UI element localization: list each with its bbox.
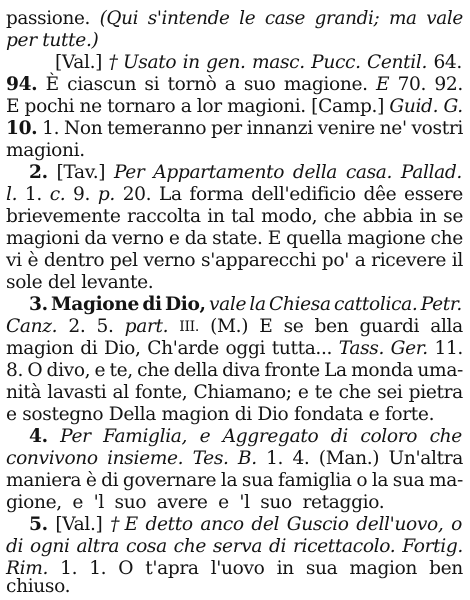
word: oggi	[225, 338, 266, 359]
word: chiuso.	[6, 576, 71, 597]
word: di	[142, 294, 162, 315]
word: che	[338, 382, 371, 403]
word: dell'edificio	[251, 184, 356, 205]
word: venire	[317, 118, 375, 139]
word: ma-	[429, 470, 463, 491]
word: 1.	[60, 558, 78, 579]
word: di	[268, 536, 287, 557]
word: Non	[63, 118, 103, 139]
word: magion	[6, 338, 74, 359]
word: 5.	[96, 316, 114, 337]
word: 11.	[434, 338, 463, 359]
word: anco	[200, 514, 244, 535]
word: e	[72, 492, 84, 513]
word: Dio,	[104, 338, 141, 359]
word: innanzi	[246, 118, 313, 139]
word: È	[45, 74, 59, 95]
word: [Tav.]	[56, 162, 106, 183]
word: 1.	[89, 558, 107, 579]
word: ricettacolo.	[292, 536, 396, 557]
word: 70.	[397, 74, 427, 95]
word: gione,	[6, 492, 62, 513]
word: cosa	[126, 536, 167, 557]
word: fonte,	[135, 382, 188, 403]
word: magione.	[283, 74, 368, 95]
word: La	[158, 184, 182, 205]
word: [Val.]	[55, 52, 103, 73]
word: cattolica.	[334, 294, 418, 315]
word: Magione	[51, 294, 140, 315]
word: la	[220, 470, 238, 491]
word: altra	[76, 536, 120, 557]
word: si	[144, 74, 160, 95]
word: di	[101, 470, 119, 491]
word: Aggregato	[222, 426, 319, 447]
word: state.	[212, 228, 263, 249]
word: 10.	[6, 118, 38, 139]
word: a	[354, 250, 366, 271]
word: dêe	[363, 184, 397, 205]
word: s'apparecchi	[201, 250, 317, 271]
word: 92.	[434, 74, 463, 95]
word: sua	[305, 558, 338, 579]
word: Chiesa	[269, 294, 331, 315]
word: e	[168, 228, 180, 249]
word: divo,	[46, 360, 91, 381]
word: famiglia	[278, 470, 352, 491]
word: te	[314, 382, 333, 403]
word: 2.	[68, 316, 86, 337]
word: in	[419, 206, 437, 227]
word: 5.	[29, 514, 48, 535]
word: o	[356, 470, 368, 491]
word: governare	[122, 470, 217, 491]
word: passione.	[6, 8, 90, 29]
word: il	[451, 250, 463, 271]
word: abbia	[362, 206, 413, 227]
word: fronte	[264, 360, 320, 381]
word: 4.	[292, 448, 310, 469]
word: casa.	[345, 162, 393, 183]
word: per tutte.)	[6, 30, 99, 51]
word: B.	[237, 448, 257, 469]
word: e	[297, 382, 309, 403]
word: in	[276, 558, 294, 579]
word: del	[251, 514, 280, 535]
word: Per	[60, 426, 91, 447]
word: magione	[347, 228, 426, 249]
word: sei	[377, 382, 403, 403]
word: pietra	[408, 382, 463, 403]
word: G.	[443, 96, 463, 117]
word: modo,	[261, 206, 318, 227]
word: coloro	[360, 426, 418, 447]
word: E	[6, 96, 20, 117]
word: dentro	[43, 250, 105, 271]
word: essere	[404, 184, 463, 205]
word: [Val.]	[55, 514, 103, 535]
word: part.	[124, 316, 169, 337]
word: Fortig.	[402, 536, 463, 557]
word: 9.	[73, 184, 91, 205]
word: Dio,	[164, 294, 206, 315]
word: Ger.	[390, 338, 428, 359]
word: raccolta	[127, 206, 201, 227]
word: in	[182, 52, 200, 73]
word: in	[207, 206, 225, 227]
word: magioni	[6, 228, 80, 249]
word: a	[224, 74, 236, 95]
word: † E	[110, 514, 138, 535]
word: avere	[156, 492, 208, 513]
word: vi	[6, 250, 22, 271]
word: Rim.	[6, 558, 49, 579]
word: vale	[208, 294, 247, 315]
word: ricevere	[371, 250, 447, 271]
word: tal	[231, 206, 255, 227]
word: Chiamano;	[193, 382, 292, 403]
word: masc.	[251, 52, 305, 73]
word: lor	[196, 96, 222, 117]
word: pochi	[24, 96, 75, 117]
word: III.	[179, 319, 199, 335]
word: per	[211, 118, 242, 139]
word: è	[85, 470, 97, 491]
word: della	[173, 360, 218, 381]
word: della	[292, 162, 338, 183]
word: vostri	[411, 118, 463, 139]
word: di	[6, 536, 24, 557]
word: verno	[143, 250, 196, 271]
word: c.	[49, 184, 66, 205]
word: che	[173, 536, 207, 557]
word: a	[180, 96, 192, 117]
word: da	[184, 228, 207, 249]
word: serva	[212, 536, 263, 557]
word: l'uovo	[210, 558, 265, 579]
word: e	[218, 492, 229, 513]
word: Famiglia,	[103, 426, 188, 447]
word: E	[267, 228, 281, 249]
word: che	[137, 360, 170, 381]
word: Guid.	[389, 96, 439, 117]
word: Pallad.	[400, 162, 462, 183]
word: O	[118, 558, 134, 579]
word: t'apra	[145, 558, 199, 579]
word: sua	[392, 470, 425, 491]
word: che	[323, 206, 357, 227]
word: maniera	[6, 470, 82, 491]
word: (M.)	[210, 316, 249, 337]
word: case	[264, 8, 306, 29]
word: magion	[349, 558, 418, 579]
word: che	[430, 228, 463, 249]
word: Petr.	[420, 294, 462, 315]
word: suo	[114, 492, 147, 513]
word: Canz.	[6, 316, 58, 337]
word: O	[27, 360, 43, 381]
word: 2.	[29, 162, 48, 183]
word: Pucc.	[311, 52, 361, 73]
word: 8.	[6, 360, 24, 381]
word: ben	[314, 316, 349, 337]
word: e	[199, 426, 211, 447]
word: verno	[111, 228, 164, 249]
word: p.	[97, 184, 115, 205]
word: sole del levante.	[6, 272, 154, 293]
word: [Camp.]	[311, 96, 384, 117]
word: Per	[113, 162, 145, 183]
word: brievemente	[6, 206, 121, 227]
word: al	[112, 382, 129, 403]
word: monda	[351, 360, 414, 381]
word: ciascun	[67, 74, 137, 95]
word: s'intende	[147, 8, 230, 29]
word: Appartamento	[153, 162, 285, 183]
word: E	[259, 316, 273, 337]
word: magioni.	[6, 140, 85, 161]
word: e sostegno Della magion di Dio fondata e forte.	[6, 404, 435, 425]
word: 94.	[6, 74, 38, 95]
word: sua	[241, 470, 274, 491]
word: ne	[79, 96, 102, 117]
word: di	[330, 426, 348, 447]
word: suo	[260, 492, 292, 513]
word: La	[324, 360, 347, 381]
word: o	[451, 514, 462, 535]
word: vale	[426, 8, 463, 29]
word: nità	[6, 382, 42, 403]
word: l.	[6, 184, 18, 205]
word: alla	[430, 316, 463, 337]
word: guardi	[359, 316, 420, 337]
word: 1.	[42, 118, 60, 139]
word: (Qui	[99, 8, 139, 29]
word: grandi;	[314, 8, 380, 29]
word: 'l	[239, 492, 250, 513]
word: suo	[243, 74, 276, 95]
word: Ch'arde	[147, 338, 219, 359]
word: ogni	[29, 536, 70, 557]
word: 3.	[29, 294, 48, 315]
word: te,	[109, 360, 133, 381]
word: po'	[321, 250, 349, 271]
word: 1.	[24, 184, 42, 205]
word: la	[249, 294, 266, 315]
word: le	[239, 8, 256, 29]
word: temeranno	[107, 118, 207, 139]
word: che	[429, 426, 462, 447]
word: dell'uovo,	[356, 514, 444, 535]
word: 'l	[93, 492, 104, 513]
word: da	[84, 228, 107, 249]
word: di	[80, 338, 98, 359]
word: e	[94, 360, 106, 381]
word: 4.	[29, 426, 48, 447]
word: insieme.	[107, 448, 184, 469]
word: Centil.	[367, 52, 428, 73]
word: Guscio	[286, 514, 349, 535]
word: Tass.	[338, 338, 385, 359]
word: tornò	[167, 74, 217, 95]
word: E	[376, 74, 390, 95]
word: † Usato	[108, 52, 177, 73]
word: ma	[388, 8, 417, 29]
word: lavasti	[47, 382, 107, 403]
word: quella	[286, 228, 342, 249]
word: (Man.)	[318, 448, 380, 469]
word: Tes.	[192, 448, 229, 469]
word: è	[27, 250, 39, 271]
word: 1.	[266, 448, 284, 469]
word: tutta...	[271, 338, 333, 359]
word: tornaro	[107, 96, 176, 117]
word: pel	[109, 250, 138, 271]
word: forma	[189, 184, 244, 205]
word: se	[443, 206, 463, 227]
word: 20.	[122, 184, 152, 205]
word: gen.	[206, 52, 246, 73]
word: se	[283, 316, 304, 337]
word: la	[371, 470, 389, 491]
word: convivono	[6, 448, 98, 469]
word: Un'altra	[388, 448, 463, 469]
word: ne'	[379, 118, 407, 139]
word: uma-	[417, 360, 463, 381]
word: 64.	[433, 52, 462, 73]
word: detto	[145, 514, 193, 535]
word: magioni.	[227, 96, 306, 117]
text-line-26	[6, 556, 463, 582]
word: ben	[429, 558, 463, 579]
word: retaggio.	[302, 492, 385, 513]
word: diva	[222, 360, 261, 381]
